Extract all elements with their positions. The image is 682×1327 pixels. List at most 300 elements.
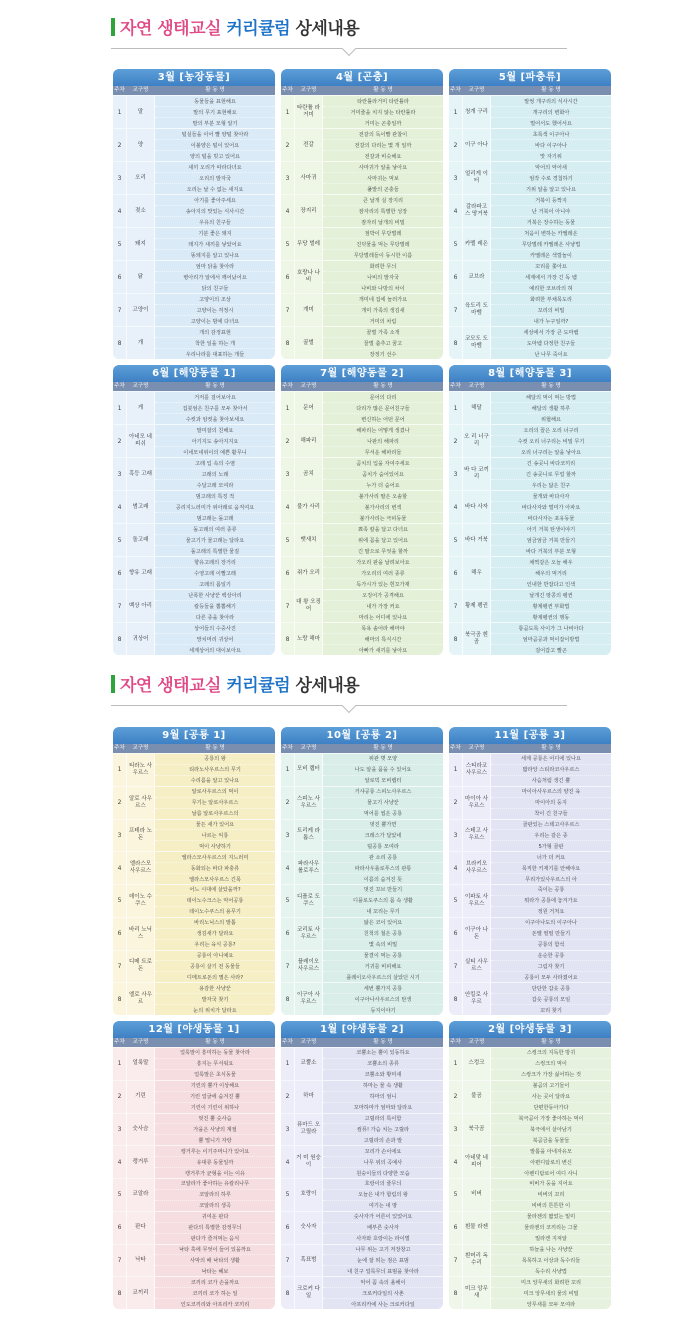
teaching-tool-name: 귀상어	[126, 623, 155, 655]
week-number: 1	[113, 1048, 126, 1080]
week-row	[449, 753, 611, 786]
activity-item: 코알라의 생곡	[199, 1203, 231, 1210]
month-title: 8월 [해양동물 3]	[449, 365, 611, 382]
activity-item: 꼬리의 비밀	[491, 305, 611, 316]
activity-list	[491, 228, 611, 260]
column-header-week: 주차	[282, 383, 293, 389]
month-title: 4월 [곤충]	[281, 69, 443, 86]
activity-list	[155, 820, 275, 852]
teaching-tool-name: 불곰	[462, 1081, 491, 1113]
column-header-row	[281, 382, 443, 391]
teaching-tool-name: 대 왕 오징어	[294, 590, 323, 622]
activity-item: 꼬마하마가 엄마와 달라요	[353, 1105, 413, 1112]
activity-list	[155, 885, 275, 917]
activity-item: 초록색 이구아나	[491, 129, 611, 140]
activity-item: 사자와 호랑이는 라이벌	[356, 1236, 410, 1243]
activity-item: 말미잘의 친해요	[155, 425, 275, 436]
week-number: 4	[113, 491, 126, 523]
week-row	[449, 819, 611, 852]
teaching-tool-name: 육도리 도마뱀	[462, 294, 491, 326]
teaching-tool-name: 전갈	[294, 129, 323, 161]
week-row	[113, 786, 275, 819]
activity-item: 고래의 노래	[155, 469, 275, 480]
month-title: 7월 [해양동물 2]	[281, 365, 443, 382]
activity-list	[323, 458, 443, 490]
activity-list	[491, 261, 611, 293]
activity-list	[491, 918, 611, 950]
week-number: 6	[113, 1212, 126, 1244]
week-rows	[113, 1047, 275, 1309]
teaching-tool-name: 바다 거북	[462, 524, 491, 556]
teaching-tool-name: 고양이	[126, 294, 155, 326]
column-header-week: 주차	[282, 745, 293, 751]
teaching-tool-name: 디메 트로돈	[126, 951, 155, 983]
activity-item: 무서운 해파리들	[364, 449, 402, 456]
activity-item: 거귀를 비피해요	[323, 961, 443, 972]
activity-item: 세번 뿔가지 공룡	[323, 983, 443, 994]
activity-item: 공룡의 왕	[155, 754, 275, 765]
month-title: 3월 [농장동물]	[113, 69, 275, 86]
week-number: 4	[281, 1146, 294, 1178]
activity-item: 상어들의 수중사진	[155, 623, 275, 634]
column-header-row	[113, 86, 275, 95]
week-number: 2	[113, 129, 126, 161]
activity-item: 마리는 어디에 있나요	[358, 614, 408, 621]
activity-item: 생김새가 달라요	[155, 929, 275, 940]
week-row	[449, 786, 611, 819]
activity-item: 파라사우롤로푸스의 관통	[323, 863, 443, 874]
teaching-tool-name: 개미	[294, 294, 323, 326]
week-number: 1	[449, 1048, 462, 1080]
activity-item: 변신하는 어떤 문어	[361, 416, 405, 423]
section-1-title: 자연 생태교실 커리큘럼 상세내용	[120, 19, 360, 39]
column-header-tool: 교구명	[132, 1039, 149, 1045]
column-header-row	[113, 382, 275, 391]
column-header-week: 주차	[450, 87, 461, 93]
activity-item: 몇 속의 비밀	[368, 942, 398, 949]
activity-item: 세계상어의 대이보아요	[189, 647, 241, 654]
activity-item: 거미의 차림	[369, 318, 397, 325]
week-number: 8	[281, 1277, 294, 1309]
teaching-tool-name: 청개 구리	[462, 96, 491, 128]
activity-item: 무기는 알로사우르스	[155, 798, 275, 809]
month-title: 10월 [공룡 2]	[281, 727, 443, 744]
activity-item: 누가 더 숨어요	[366, 482, 400, 489]
teaching-tool-name: 이구 아나	[462, 129, 491, 161]
teaching-tool-name: 바 다 코끼리	[462, 458, 491, 490]
activity-item: 비버의 튼튼한 이	[531, 1203, 571, 1210]
week-number: 1	[113, 96, 126, 128]
activity-item: 공룡의 함석	[537, 942, 565, 949]
week-number: 2	[449, 425, 462, 457]
week-row	[449, 556, 611, 589]
activity-item: 맛 자기위	[540, 153, 562, 160]
week-row	[281, 753, 443, 786]
activity-item: 바다 거북의 부분 모형	[525, 548, 577, 555]
week-number: 1	[281, 96, 294, 128]
activity-item: 물라젠의 코끼리는 그물	[491, 1223, 611, 1234]
week-row	[113, 1145, 275, 1178]
month-table	[449, 727, 611, 1015]
activity-list	[323, 524, 443, 556]
week-row	[449, 194, 611, 227]
activity-list	[155, 524, 275, 556]
activity-list	[155, 458, 275, 490]
heading-divider-notch	[342, 42, 356, 56]
activity-list	[323, 951, 443, 983]
activity-list	[323, 228, 443, 260]
week-number: 6	[281, 918, 294, 950]
activity-item: 잠자리 날개의 비밀	[361, 219, 405, 226]
activity-list	[491, 951, 611, 983]
activity-item: 기린의 뿔가 이상해요	[155, 1081, 275, 1092]
column-header-activity: 활 동 명	[541, 87, 561, 93]
activity-item: 마이아사우르스의 양진 육	[491, 787, 611, 798]
week-number: 7	[281, 951, 294, 983]
activity-item: 새끼 오리가 따라다녀요	[155, 162, 275, 173]
activity-list	[155, 294, 275, 326]
activity-item: 우리는 닮은 친구	[531, 482, 571, 489]
week-rows	[449, 391, 611, 655]
activity-item: 날개긴 땅콩의 펭귄	[491, 590, 611, 601]
teaching-tool-name: 스컹크	[462, 1048, 491, 1080]
activity-list	[323, 162, 443, 194]
week-row	[113, 884, 275, 917]
week-number: 4	[449, 491, 462, 523]
activity-item: 아기 거북 탄생이야기	[491, 524, 611, 535]
week-row	[281, 95, 443, 128]
activity-item: 불가사리는 극피동물	[359, 515, 407, 522]
activity-item: 하마의 엄니	[323, 1092, 443, 1103]
activity-list	[323, 918, 443, 950]
week-rows	[449, 1047, 611, 1309]
column-header-row	[281, 1038, 443, 1047]
teaching-tool-name: 오리	[126, 162, 155, 194]
week-number: 7	[113, 294, 126, 326]
week-row	[281, 1211, 443, 1244]
week-number: 8	[113, 327, 126, 359]
month-table	[281, 727, 443, 1015]
week-rows	[281, 391, 443, 655]
week-number: 7	[281, 1245, 294, 1277]
activity-item: 목목하고 이상과 독수리들	[491, 1255, 611, 1266]
column-header-tool: 교구명	[468, 1039, 485, 1045]
activity-item: 갑옷 공룡의 모임	[491, 994, 611, 1005]
teaching-tool-name: 숫사자	[294, 1212, 323, 1244]
week-row	[281, 490, 443, 523]
activity-item: 바다사자는 포유동물	[527, 515, 575, 522]
week-row	[113, 753, 275, 786]
week-row	[449, 982, 611, 1015]
week-row	[281, 1244, 443, 1277]
week-row	[281, 851, 443, 884]
heading-accent-bar	[111, 18, 115, 36]
month-table	[281, 69, 443, 359]
week-row	[281, 1080, 443, 1113]
column-header-tool: 교구명	[132, 745, 149, 751]
activity-item: 악어의 악어새	[491, 162, 611, 173]
week-number: 3	[449, 162, 462, 194]
activity-item: 엄작 수로 경첩하기	[491, 173, 611, 184]
activity-list	[491, 983, 611, 1015]
week-number: 3	[113, 162, 126, 194]
week-row	[113, 424, 275, 457]
activity-list	[323, 1179, 443, 1211]
activity-item: 흥지는 무서워요	[155, 1059, 275, 1070]
activity-item: 배부른 숫사자	[323, 1223, 443, 1234]
teaching-tool-name: 바다 사자	[462, 491, 491, 523]
teaching-tool-name: 파라사우 롤로푸스	[294, 852, 323, 884]
column-header-week: 주차	[114, 1039, 125, 1045]
teaching-tool-name: 꿀벌	[294, 327, 323, 359]
activity-item: 악어 꼼 속의 올해이	[323, 1277, 443, 1288]
activity-item: 앓은 코이 있어요	[323, 918, 443, 929]
activity-item: 말의 무기 표현해요	[155, 107, 275, 118]
teaching-tool-name: 마이아 사우르스	[462, 787, 491, 819]
activity-item: 세상에서 가장 큰 도마뱀	[491, 327, 611, 338]
activity-item: 이불양은 털이 있어요	[155, 140, 275, 151]
activity-item: 사마귀는 먹보	[323, 173, 443, 184]
week-number: 4	[281, 852, 294, 884]
week-row	[113, 622, 275, 655]
week-number: 3	[449, 458, 462, 490]
week-number: 6	[113, 261, 126, 293]
month-table	[449, 365, 611, 655]
week-row	[281, 424, 443, 457]
week-number: 2	[281, 129, 294, 161]
activity-item: 마이아의 둥지	[491, 798, 611, 809]
week-row	[113, 326, 275, 359]
activity-item: 죽이는 공룡	[491, 885, 611, 896]
week-row	[449, 1276, 611, 1309]
teaching-tool-name: 코리토 사우르스	[294, 918, 323, 950]
activity-item: 큰 날개 실 장지리	[323, 195, 443, 206]
week-row	[449, 293, 611, 326]
activity-item: 엘라스모사우르스 긴목	[189, 876, 241, 883]
heading-divider	[111, 48, 567, 49]
activity-item: 고양이의 조상	[155, 294, 275, 305]
activity-list	[491, 787, 611, 819]
activity-item: 다리가 많은 문어친구들	[323, 403, 443, 414]
week-row	[281, 950, 443, 983]
week-number: 8	[449, 983, 462, 1015]
week-number: 3	[281, 458, 294, 490]
activity-item: 아프리카에 사는 크로커다일	[351, 1301, 415, 1308]
teaching-tool-name: 향유 고래	[126, 557, 155, 589]
activity-list	[323, 96, 443, 128]
week-row	[449, 227, 611, 260]
activity-item: 아기를 좋아주세요	[155, 195, 275, 206]
week-row	[281, 293, 443, 326]
week-row	[113, 523, 275, 556]
teaching-tool-name: 해파리	[294, 425, 323, 457]
activity-item: 코뿔소의 종류	[323, 1059, 443, 1070]
activity-item: 화려한 무늬	[323, 261, 443, 272]
activity-item: 병아리가 알에서 깨어났어요	[155, 272, 275, 283]
activity-list	[491, 590, 611, 622]
activity-item: 나도 알을 품을 수 있어요	[323, 765, 443, 776]
month-table	[113, 365, 275, 655]
activity-list	[491, 1114, 611, 1146]
week-number: 3	[113, 1114, 126, 1146]
activity-list	[155, 1048, 275, 1080]
activity-item: 물개와 바다사자	[491, 491, 611, 502]
activity-item: 말썽 개구리의 식사시간	[491, 96, 611, 107]
activity-item: 5가형 골판	[538, 843, 564, 850]
activity-item: 망치머리 귀상어	[155, 634, 275, 645]
activity-item: 날름 알로사우르스의	[191, 811, 239, 818]
activity-list	[323, 327, 443, 359]
teaching-tool-name: 호랑이	[294, 1179, 323, 1211]
week-row	[113, 457, 275, 490]
week-row	[281, 786, 443, 819]
week-number: 5	[281, 228, 294, 260]
week-number: 8	[281, 623, 294, 655]
activity-item: 스컹크의 지독한 방귀	[491, 1048, 611, 1059]
activity-list	[323, 1114, 443, 1146]
week-number: 5	[281, 885, 294, 917]
activity-item: 수영고래 이빨고래	[155, 568, 275, 579]
month-table	[113, 1021, 275, 1309]
teaching-tool-name: 모비 랩터	[294, 754, 323, 786]
week-number: 2	[281, 425, 294, 457]
teaching-tool-name: 돌고래	[126, 524, 155, 556]
column-header-activity: 활 동 명	[541, 1039, 561, 1045]
column-header-tool: 교구명	[132, 383, 149, 389]
activity-item: 스컹크가 가장 싫어하는 것	[520, 1072, 582, 1079]
activity-item: 운순한 공룡	[491, 951, 611, 962]
week-number: 4	[281, 491, 294, 523]
column-header-tool: 교구명	[468, 383, 485, 389]
teaching-tool-name: 오 리 너구리	[462, 425, 491, 457]
activity-item: 덜공룡 모여라	[367, 843, 399, 850]
heading-divider-notch	[342, 699, 356, 713]
week-row	[281, 622, 443, 655]
column-header-activity: 활 동 명	[373, 745, 393, 751]
activity-list	[155, 918, 275, 950]
activity-item: 돼지가 새끼를 낳았어요	[155, 239, 275, 250]
activity-item: 이름의 숨겨진 뜻	[363, 876, 403, 883]
teaching-tool-name: 말	[126, 96, 155, 128]
activity-item: 유대류 동물일까	[155, 1157, 275, 1168]
activity-item: 판다가 즐겨먹는 음식	[190, 1236, 240, 1243]
week-row	[281, 326, 443, 359]
activity-item: 아펜디탐로어 여디 사니	[524, 1170, 578, 1177]
week-number: 5	[113, 228, 126, 260]
week-row	[281, 391, 443, 424]
week-row	[113, 982, 275, 1015]
week-row	[449, 523, 611, 556]
activity-item: 얼룩말은 초식동물	[194, 1072, 236, 1079]
week-row	[113, 227, 275, 260]
teaching-tool-name: 크로커 다일	[294, 1277, 323, 1309]
activity-list	[491, 195, 611, 227]
activity-list	[323, 557, 443, 589]
activity-list	[491, 623, 611, 655]
activity-item: 내 친구 얼룩무늬 표범을 찾아라	[347, 1268, 419, 1275]
week-rows	[281, 1047, 443, 1309]
column-header-row	[113, 744, 275, 753]
week-row	[281, 227, 443, 260]
teaching-tool-name: 비버	[462, 1179, 491, 1211]
activity-item: 가을은 사냥의 계절	[155, 1124, 275, 1135]
column-header-tool: 교구명	[300, 745, 317, 751]
activity-item: 범고래의 특징 적	[155, 491, 275, 502]
column-header-tool: 교구명	[300, 383, 317, 389]
week-number: 8	[113, 1277, 126, 1309]
month-title: 9월 [공룡 1]	[113, 727, 275, 744]
activity-item: 꼬리를 쫓아요	[491, 261, 611, 272]
activity-list	[155, 96, 275, 128]
activity-item: 멀어서도 했어서요	[530, 120, 572, 127]
teaching-tool-name: 타란튤 라거미	[294, 96, 323, 128]
month-title: 2월 [야생동물 3]	[449, 1021, 611, 1038]
week-row	[449, 622, 611, 655]
activity-list	[491, 129, 611, 161]
week-rows	[113, 753, 275, 1015]
week-number: 8	[113, 983, 126, 1015]
activity-item: 북곰금을 동물들	[532, 1137, 570, 1144]
teaching-tool-name: 흰머리 독수리	[462, 1245, 491, 1277]
teaching-tool-name: 게	[126, 392, 155, 424]
week-number: 6	[281, 1212, 294, 1244]
week-row	[449, 884, 611, 917]
activity-item: 호랑이의 줄무늬	[323, 1179, 443, 1190]
activity-item: 여기는 내 땅	[368, 1203, 398, 1210]
activity-item: 코알라의 하루	[155, 1190, 275, 1201]
week-number: 5	[113, 524, 126, 556]
activity-list	[491, 557, 611, 589]
teaching-tool-name: 얼리게 이터	[462, 162, 491, 194]
week-number: 8	[449, 1277, 462, 1309]
activity-item: 거미줄을 치지 않는 타란튤라	[323, 107, 443, 118]
week-number: 3	[281, 162, 294, 194]
teaching-tool-name: 캥거루	[126, 1146, 155, 1178]
activity-item: 걸어갑고 빨곤	[535, 647, 567, 654]
month-title: 6월 [해양동물 1]	[113, 365, 275, 382]
week-number: 8	[449, 327, 462, 359]
column-header-tool: 교구명	[132, 87, 149, 93]
activity-list	[155, 787, 275, 819]
week-number: 1	[281, 392, 294, 424]
teaching-tool-name: 쥐가 오리	[294, 557, 323, 589]
teaching-tool-name: 이구아 나돈	[462, 918, 491, 950]
activity-item: 사슴처럼 생긴 뿔	[531, 778, 571, 785]
week-row	[449, 1244, 611, 1277]
month-table	[449, 69, 611, 359]
activity-item: 진딧물을 먹는 무당벌레	[323, 239, 443, 250]
activity-list	[491, 162, 611, 194]
activity-item: 나무 위의 곡예사	[323, 1157, 443, 1168]
activity-item: 코끼리 코가 하는 일	[155, 1288, 275, 1299]
activity-item: 위관 볏 모양	[323, 754, 443, 765]
activity-item: 잠자리의 특별한 성장	[323, 206, 443, 217]
activity-item: 물고기 사냥꾼	[323, 798, 443, 809]
column-header-activity: 활 동 명	[541, 383, 561, 389]
activity-list	[491, 425, 611, 457]
week-row	[449, 1178, 611, 1211]
activity-item: 뿔 떨니기 자랑	[198, 1137, 232, 1144]
teaching-tool-name: 북극곰	[462, 1114, 491, 1146]
activity-list	[491, 820, 611, 852]
activity-item: 돌고래의 여러 종류	[155, 524, 275, 535]
activity-item: 공룡이 아니예요	[155, 951, 275, 962]
activity-item: 꼬리가 손이에요	[323, 1146, 443, 1157]
activity-item: 예리한 코브라의 혀	[529, 285, 573, 292]
week-row	[113, 1080, 275, 1113]
activity-item: 너가 더 커요	[491, 852, 611, 863]
week-row	[449, 917, 611, 950]
